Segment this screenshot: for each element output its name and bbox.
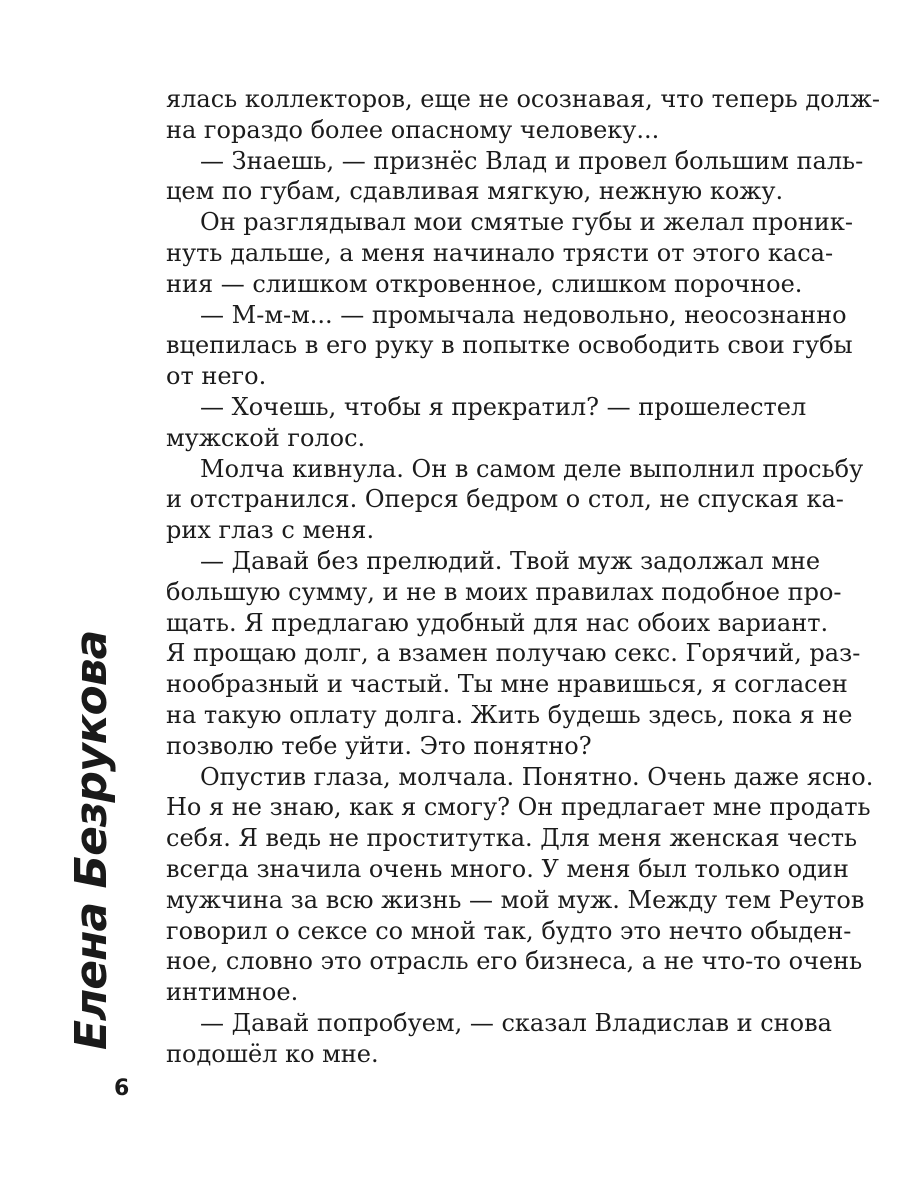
text-line: ния — слишком откровенное, слишком порочное. [166,269,803,298]
text-line: мужчина за всю жизнь — мой муж. Между тем Реутов [166,885,865,914]
text-line: нуть дальше, а меня начинало трясти от этого каса- [166,238,834,267]
text-line: Опустив глаза, молчала. Понятно. Очень даже ясно. [200,762,874,791]
text-line: щать. Я предлагаю удобный для нас обоих вариант. [166,608,829,637]
text-line: Он разглядывал мои смятые губы и желал проник- [200,208,853,237]
text-line: — Знаешь, — признёс Влад и провел большим паль- [200,146,864,175]
body-text [166,84,881,1070]
text-line: рих глаз с меня. [166,516,375,545]
text-line: — Давай попробуем, — сказал Владислав и снова [200,1008,832,1037]
text-line: Я прощаю долг, а взамен получаю секс. Горячий, раз- [166,639,861,668]
page-number: 6 [114,1076,130,1101]
text-line: позволю тебе уйти. Это понятно? [166,731,592,760]
text-line: ялась коллекторов, еще не осознавая, что теперь долж- [166,85,881,113]
text-line: на такую оплату долга. Жить будешь здесь, пока я не [166,700,853,729]
text-line: и отстранился. Оперся бедром о стол, не спуская ка- [166,485,844,514]
text-line: говорил о сексе со мной так, будто это нечто обыден- [166,916,852,945]
text-line: — Давай без прелюдий. Твой муж задолжал мне [200,546,821,575]
text-line: Молча кивнула. Он в самом деле выполнил просьбу [200,454,864,483]
text-line: Но я не знаю, как я смогу? Он предлагает мне продать [166,793,871,822]
text-line: мужской голос. [166,423,366,452]
text-line: вцепилась в его руку в попытке освободить свои губы [166,331,853,360]
text-line: большую сумму, и не в моих правилах подобное про- [166,577,842,606]
text-line: — Хочешь, чтобы я прекратил? — прошелестел [200,392,807,421]
author-signature: Елена Безрукова [66,630,117,1050]
text-line: интимное. [166,978,299,1007]
text-line: цем по губам, сдавливая мягкую, нежную кожу. [166,177,784,206]
text-line: всегда значила очень много. У меня был только один [166,854,849,883]
text-line: — М-м-м... — промычала недовольно, неосознанно [200,300,847,329]
text-line: на гораздо более опасному человеку... [166,115,660,144]
text-line: нообразный и частый. Ты мне нравишься, я согласен [166,670,848,699]
text-line: себя. Я ведь не проститутка. Для меня женская честь [166,824,858,853]
text-line: ное, словно это отрасль его бизнеса, а не что-то очень [166,947,863,976]
text-line: от него. [166,362,267,391]
text-line: подошёл ко мне. [166,1039,379,1068]
